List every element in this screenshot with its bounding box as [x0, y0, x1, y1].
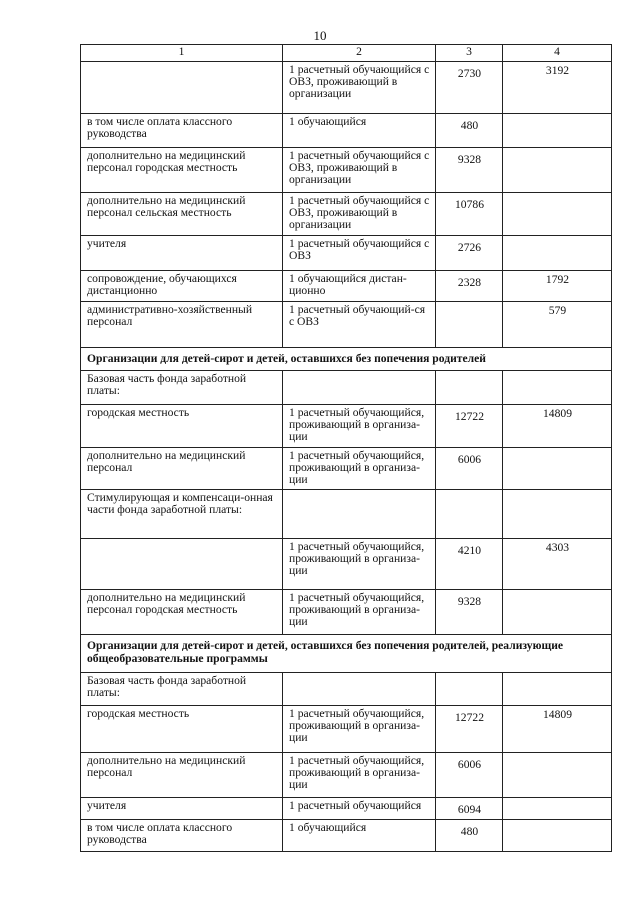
column-header-1: 1 — [81, 45, 283, 62]
section-heading: Организации для детей-сирот и детей, оставшихся без попечения родителей, реализующие общеобразовательные программы — [81, 635, 612, 673]
total-cell — [503, 798, 612, 820]
table-row — [81, 753, 612, 798]
unit-cell: 1 расчетный обучающийся, проживающий в организа-ции — [283, 753, 436, 798]
value-cell: 9328 — [436, 148, 503, 193]
indicator-cell: учителя — [81, 236, 283, 271]
value-cell: 6006 — [436, 753, 503, 798]
total-cell — [503, 673, 612, 706]
indicator-cell: дополнительно на медицинский персонал сельская местность — [81, 193, 283, 236]
column-header-4: 4 — [503, 45, 612, 62]
unit-cell — [283, 371, 436, 405]
table-body — [81, 62, 612, 852]
table-row — [81, 820, 612, 852]
table-row — [81, 673, 612, 706]
indicator-cell: дополнительно на медицинский персонал — [81, 447, 283, 490]
column-header-3: 3 — [436, 45, 503, 62]
unit-cell: 1 расчетный обучающийся с ОВЗ — [283, 236, 436, 271]
indicator-cell — [81, 62, 283, 114]
table-row — [81, 236, 612, 271]
table-row — [81, 302, 612, 348]
column-header-2: 2 — [283, 45, 436, 62]
indicator-cell — [81, 539, 283, 590]
table-row — [81, 539, 612, 590]
unit-cell: 1 обучающийся — [283, 114, 436, 148]
value-cell — [436, 371, 503, 405]
value-cell: 10786 — [436, 193, 503, 236]
header-row — [81, 45, 612, 62]
value-cell: 2730 — [436, 62, 503, 114]
section-heading-row — [81, 348, 612, 371]
unit-cell: 1 обучающийся дистан-ционно — [283, 271, 436, 302]
value-cell: 4210 — [436, 539, 503, 590]
table-row — [81, 271, 612, 302]
table-row — [81, 405, 612, 448]
indicator-cell: сопровождение, обучающихся дистанционно — [81, 271, 283, 302]
total-cell — [503, 753, 612, 798]
total-cell: 14809 — [503, 405, 612, 448]
table-row — [81, 706, 612, 753]
table-row — [81, 62, 612, 114]
value-cell: 480 — [436, 114, 503, 148]
indicator-cell: административно-хозяйственный персонал — [81, 302, 283, 348]
unit-cell: 1 расчетный обучающийся, проживающий в организа-ции — [283, 539, 436, 590]
indicator-cell: в том числе оплата классного руководства — [81, 820, 283, 852]
value-cell: 480 — [436, 820, 503, 852]
value-cell: 12722 — [436, 405, 503, 448]
total-cell — [503, 590, 612, 635]
unit-cell: 1 расчетный обучающийся с ОВЗ, проживающий в организации — [283, 62, 436, 114]
total-cell: 1792 — [503, 271, 612, 302]
indicator-cell: городская местность — [81, 706, 283, 753]
total-cell: 4303 — [503, 539, 612, 590]
value-cell — [436, 490, 503, 539]
value-cell: 12722 — [436, 706, 503, 753]
table-row — [81, 371, 612, 405]
unit-cell: 1 расчетный обучающийся, проживающий в организа-ции — [283, 706, 436, 753]
table-row — [81, 447, 612, 490]
total-cell — [503, 371, 612, 405]
unit-cell: 1 расчетный обучающийся, проживающий в организа-ции — [283, 447, 436, 490]
total-cell — [503, 236, 612, 271]
section-heading-row — [81, 635, 612, 673]
value-cell: 2328 — [436, 271, 503, 302]
total-cell: 3192 — [503, 62, 612, 114]
unit-cell: 1 расчетный обучающийся, проживающий в организа-ции — [283, 405, 436, 448]
total-cell: 579 — [503, 302, 612, 348]
value-cell: 6094 — [436, 798, 503, 820]
section-heading: Организации для детей-сирот и детей, оставшихся без попечения родителей — [81, 348, 612, 371]
unit-cell: 1 расчетный обучающий-ся с ОВЗ — [283, 302, 436, 348]
unit-cell — [283, 673, 436, 706]
unit-cell: 1 расчетный обучающийся — [283, 798, 436, 820]
indicator-cell: Базовая часть фонда заработной платы: — [81, 673, 283, 706]
value-cell: 2726 — [436, 236, 503, 271]
total-cell — [503, 193, 612, 236]
table-row — [81, 798, 612, 820]
indicator-cell: дополнительно на медицинский персонал городская местность — [81, 148, 283, 193]
total-cell — [503, 490, 612, 539]
table-row — [81, 114, 612, 148]
value-cell — [436, 673, 503, 706]
indicator-cell: Стимулирующая и компенсаци-онная части фонда заработной платы: — [81, 490, 283, 539]
unit-cell: 1 расчетный обучающийся с ОВЗ, проживающий в организации — [283, 193, 436, 236]
unit-cell: 1 расчетный обучающийся с ОВЗ, проживающий в организации — [283, 148, 436, 193]
value-cell: 6006 — [436, 447, 503, 490]
indicator-cell: Базовая часть фонда заработной платы: — [81, 371, 283, 405]
unit-cell — [283, 490, 436, 539]
page-number: 10 — [313, 28, 327, 43]
table-row — [81, 590, 612, 635]
unit-cell: 1 обучающийся — [283, 820, 436, 852]
value-cell: 9328 — [436, 590, 503, 635]
total-cell — [503, 820, 612, 852]
indicator-cell: дополнительно на медицинский персонал городская местность — [81, 590, 283, 635]
unit-cell: 1 расчетный обучающийся, проживающий в организа-ции — [283, 590, 436, 635]
table-row — [81, 490, 612, 539]
indicator-cell: учителя — [81, 798, 283, 820]
table-row — [81, 193, 612, 236]
norms-table — [80, 44, 612, 852]
total-cell — [503, 148, 612, 193]
indicator-cell: в том числе оплата классного руководства — [81, 114, 283, 148]
indicator-cell: дополнительно на медицинский персонал — [81, 753, 283, 798]
total-cell — [503, 447, 612, 490]
total-cell: 14809 — [503, 706, 612, 753]
table-row — [81, 148, 612, 193]
value-cell — [436, 302, 503, 348]
indicator-cell: городская местность — [81, 405, 283, 448]
total-cell — [503, 114, 612, 148]
